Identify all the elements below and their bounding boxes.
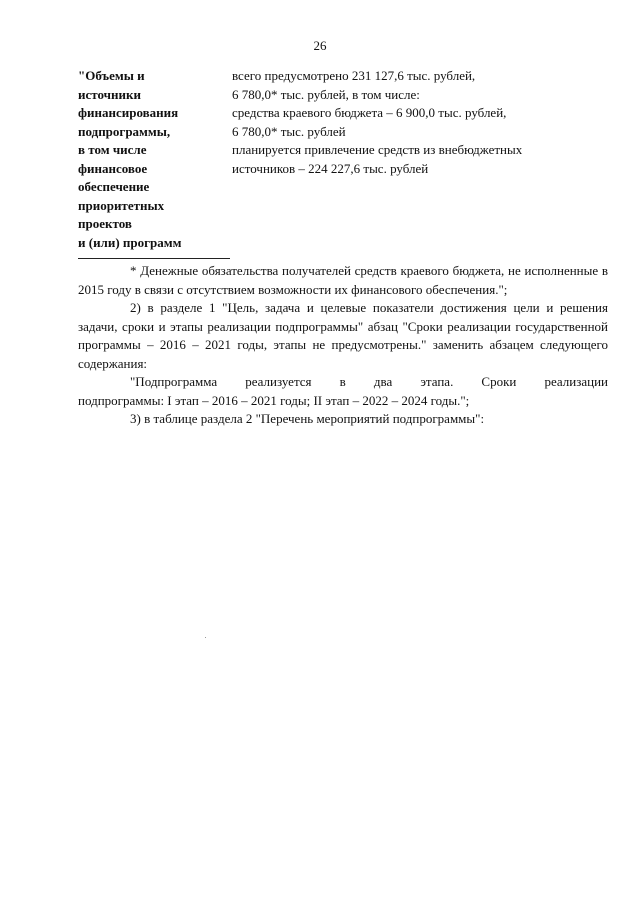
paragraph-quote-line-1: "Подпрограмма реализуется в два этапа. Сроки реализации — [130, 374, 608, 389]
footnote-divider — [78, 258, 230, 259]
page-number: 26 — [313, 38, 327, 53]
label-line: проектов — [78, 216, 132, 231]
label-line: обеспечение — [78, 179, 150, 194]
label-line: финансирования — [78, 105, 179, 120]
label-line: финансовое — [78, 160, 148, 176]
paragraph-item-3: 3) в таблице раздела 2 "Перечень мероприятий подпрограммы": — [130, 411, 485, 426]
label-line: подпрограммы, — [78, 123, 171, 139]
value-line: 6 780,0* тыс. рублей, в том числе: — [232, 86, 420, 102]
label-line: в том числе — [78, 142, 147, 157]
value-line: 6 780,0* тыс. рублей — [232, 123, 346, 139]
footnote-text: * Денежные обязательства получателей средств краевого бюджета, не исполненные в 2015 году в связи с отсутствием возможности их финансового обеспечения."; — [78, 263, 608, 297]
label-line: и (или) программ — [78, 234, 182, 250]
label-line: "Объемы и — [78, 68, 145, 83]
value-line: всего предусмотрено 231 127,6 тыс. рублей, — [232, 68, 476, 83]
label-line: источники — [78, 86, 141, 102]
paragraph-quote-line-2: подпрограммы: I этап – 2016 – 2021 годы; II этап – 2022 – 2024 годы."; — [78, 392, 470, 408]
paragraph-item-2: 2) в разделе 1 "Цель, задача и целевые показатели достижения цели и решения задачи, сроки и этапы реализации подпрограммы" абзац "Сроки реализации государственной программы – 2016 – 2021 годы, этапы не предусмотрены." заменить абзацем следующего содержания: — [78, 300, 608, 371]
table-value-column — [232, 67, 602, 178]
value-line: источников – 224 227,6 тыс. рублей — [232, 160, 429, 176]
value-line: средства краевого бюджета – 6 900,0 тыс. рублей, — [232, 105, 507, 120]
value-line: планируется привлечение средств из внебюджетных — [232, 142, 523, 157]
label-line: приоритетных — [78, 197, 165, 213]
table-label-column — [78, 67, 228, 252]
document-body — [78, 262, 608, 429]
scan-speck — [205, 637, 206, 638]
